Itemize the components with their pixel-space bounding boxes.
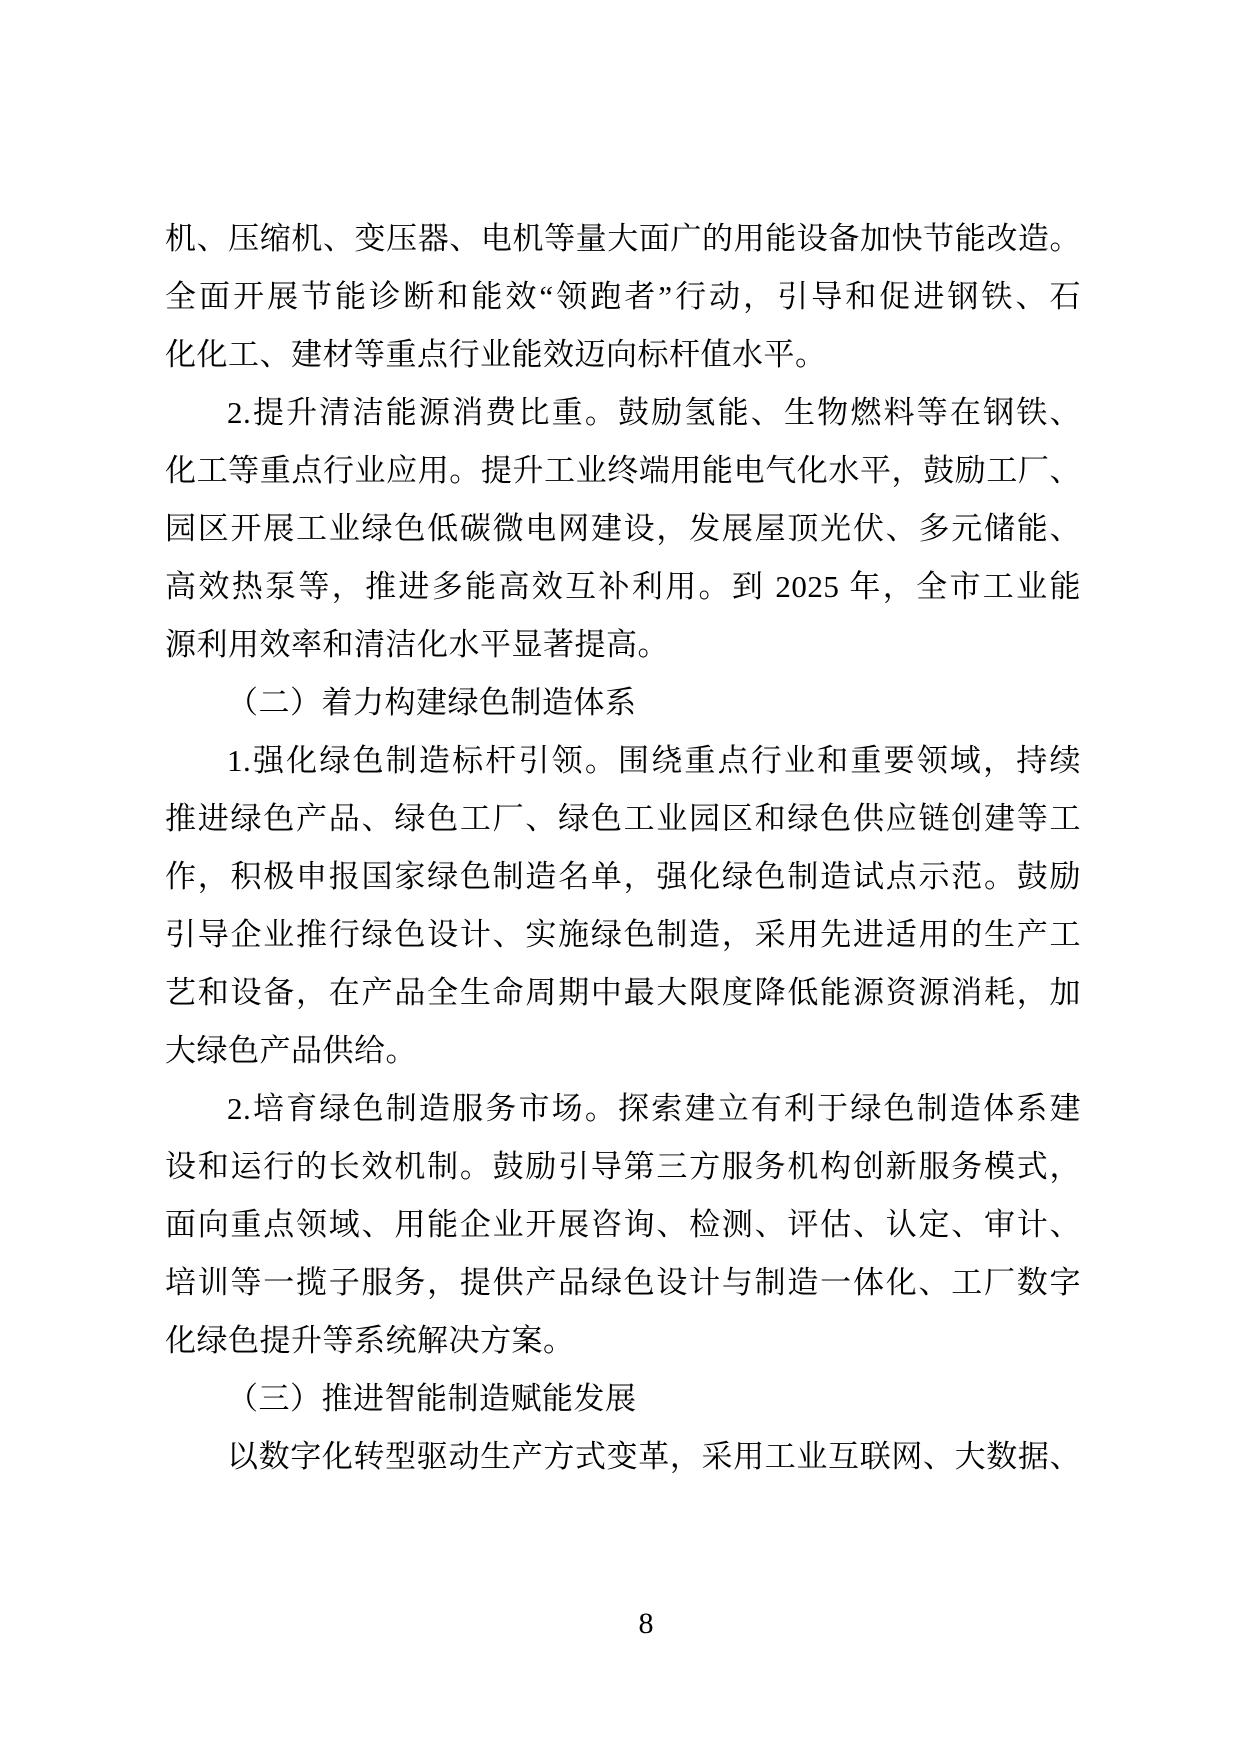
text-line: 推进绿色产品、绿色工厂、绿色工业园区和绿色供应链创建等工 [165, 801, 1081, 836]
text-line: 化化工、建材等重点行业能效迈向标杆值水平。 [165, 337, 827, 372]
text-line: 化工等重点行业应用。提升工业终端用能电气化水平，鼓励工厂、 [165, 453, 1081, 488]
text-line: 培训等一揽子服务，提供产品绿色设计与制造一体化、工厂数字 [165, 1265, 1081, 1300]
document-body [165, 210, 1081, 1486]
text-line: 大绿色产品供给。 [165, 1033, 417, 1068]
text-line: 艺和设备，在产品全生命周期中最大限度降低能源资源消耗，加 [165, 975, 1081, 1010]
page-number: 8 [638, 1607, 654, 1640]
text-line: 化绿色提升等系统解决方案。 [165, 1323, 575, 1358]
text-line: 1.强化绿色制造标杆引领。围绕重点行业和重要领域，持续 [227, 743, 1081, 778]
text-line: 面向重点领域、用能企业开展咨询、检测、评估、认定、审计、 [165, 1207, 1081, 1242]
text-line: 2.提升清洁能源消费比重。鼓励氢能、生物燃料等在钢铁、 [227, 395, 1081, 430]
text-line: 设和运行的长效机制。鼓励引导第三方服务机构创新服务模式， [165, 1149, 1081, 1184]
text-line: 引导企业推行绿色设计、实施绿色制造，采用先进适用的生产工 [165, 917, 1081, 952]
text-line: 作，积极申报国家绿色制造名单，强化绿色制造试点示范。鼓励 [165, 859, 1081, 894]
text-line: 2.培育绿色制造服务市场。探索建立有利于绿色制造体系建 [227, 1091, 1081, 1126]
text-line: 以数字化转型驱动生产方式变革，采用工业互联网、大数据、 [227, 1439, 1081, 1474]
text-line: 园区开展工业绿色低碳微电网建设，发展屋顶光伏、多元储能、 [165, 511, 1081, 546]
text-line: 源利用效率和清洁化水平显著提高。 [165, 627, 669, 662]
section-heading: （三）推进智能制造赋能发展 [227, 1381, 637, 1416]
text-line: 机、压缩机、变压器、电机等量大面广的用能设备加快节能改造。 [165, 221, 1081, 256]
text-line: 高效热泵等，推进多能高效互补利用。到 2025 年，全市工业能 [165, 569, 1081, 604]
text-line: 全面开展节能诊断和能效“领跑者”行动，引导和促进钢铁、石 [165, 279, 1081, 314]
section-heading: （二）着力构建绿色制造体系 [227, 685, 637, 720]
